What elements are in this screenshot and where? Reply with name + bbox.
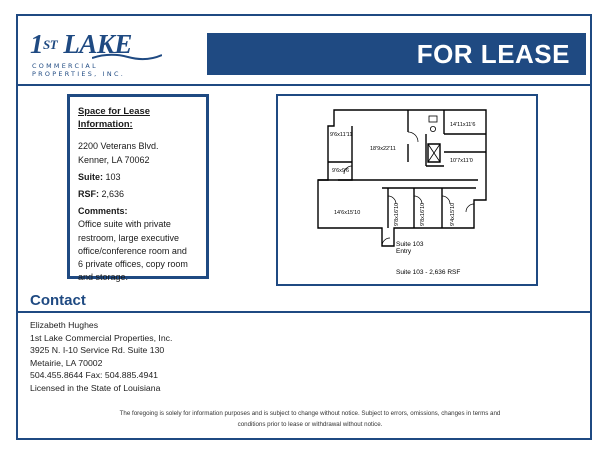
rsf-row: [78, 188, 206, 201]
contact-license: Licensed in the State of Louisiana: [30, 382, 161, 393]
room-label: 14'6x15'10: [334, 210, 361, 216]
banner-title: FOR LEASE: [416, 38, 570, 69]
company-logo: [30, 28, 160, 80]
room-label: 9'4x15'10: [450, 202, 456, 226]
address-line-1: 2200 Veterans Blvd.: [78, 141, 159, 152]
for-lease-banner: [207, 33, 586, 75]
entry-label-suite: Suite 103: [396, 241, 424, 248]
room-label: 10'7x11'0: [450, 158, 473, 164]
lease-info-box: [67, 94, 209, 283]
address-line-2: Kenner, LA 70062: [78, 154, 150, 165]
disclaimer: [60, 408, 560, 430]
suite-value: 103: [105, 171, 121, 182]
logo-sub-line2: PROPERTIES, INC.: [32, 70, 126, 78]
comments-line: Office suite with private: [78, 219, 171, 230]
room-label: 9'6x11'11: [330, 132, 353, 138]
comments-line: 6 private offices, copy room: [78, 259, 188, 270]
rsf-value: 2,636: [101, 189, 125, 200]
contact-city: Metairie, LA 70002: [30, 357, 103, 368]
logo-wordmark: 1ST LAKE: [30, 29, 132, 59]
disclaimer-line-2: conditions prior to lease or withdrawal without notice.: [237, 421, 383, 428]
lease-info-heading: Space for Lease Information:: [78, 105, 150, 130]
room-label: 9'6x9'6: [332, 168, 350, 174]
comments-line: office/conference room and: [78, 245, 187, 256]
header-divider: [16, 84, 592, 86]
comments-line: and storage.: [78, 272, 129, 283]
rsf-label: RSF:: [78, 189, 99, 200]
suite-row: [78, 171, 206, 184]
logo-sub-line1: COMMERCIAL: [32, 62, 98, 70]
room-label: 9'8x16'10: [420, 202, 426, 226]
contact-phone: 504.455.8644 Fax: 504.885.4941: [30, 370, 159, 380]
contact-block: [30, 319, 172, 394]
comments-label: Comments:: [78, 206, 128, 217]
contact-divider: [16, 311, 592, 313]
floor-plan-box: [276, 94, 538, 286]
contact-name: Elizabeth Hughes: [30, 320, 99, 330]
entry-label-entry: Entry: [396, 248, 412, 255]
contact-address: 3925 N. I-10 Service Rd. Suite 130: [30, 345, 165, 355]
comments-line: restroom, large executive: [78, 232, 180, 243]
floor-plan-drawing: [278, 96, 536, 284]
contact-company: 1st Lake Commercial Properties, Inc.: [30, 332, 173, 343]
wave-icon: [92, 52, 162, 62]
logo-subtitle: [32, 62, 125, 78]
floor-plan-caption: Suite 103 - 2,636 RSF: [396, 269, 461, 276]
suite-label: Suite:: [78, 171, 104, 182]
disclaimer-line-1: The foregoing is solely for information purposes and is subject to change without notice. Subject to errors, omissions, changes in terms and: [119, 410, 501, 417]
contact-heading: Contact: [30, 292, 86, 309]
room-label: 18'9x22'11: [370, 146, 396, 152]
room-label: 14'11x11'6: [450, 122, 476, 128]
room-label: 9'8x16'10: [394, 202, 400, 226]
